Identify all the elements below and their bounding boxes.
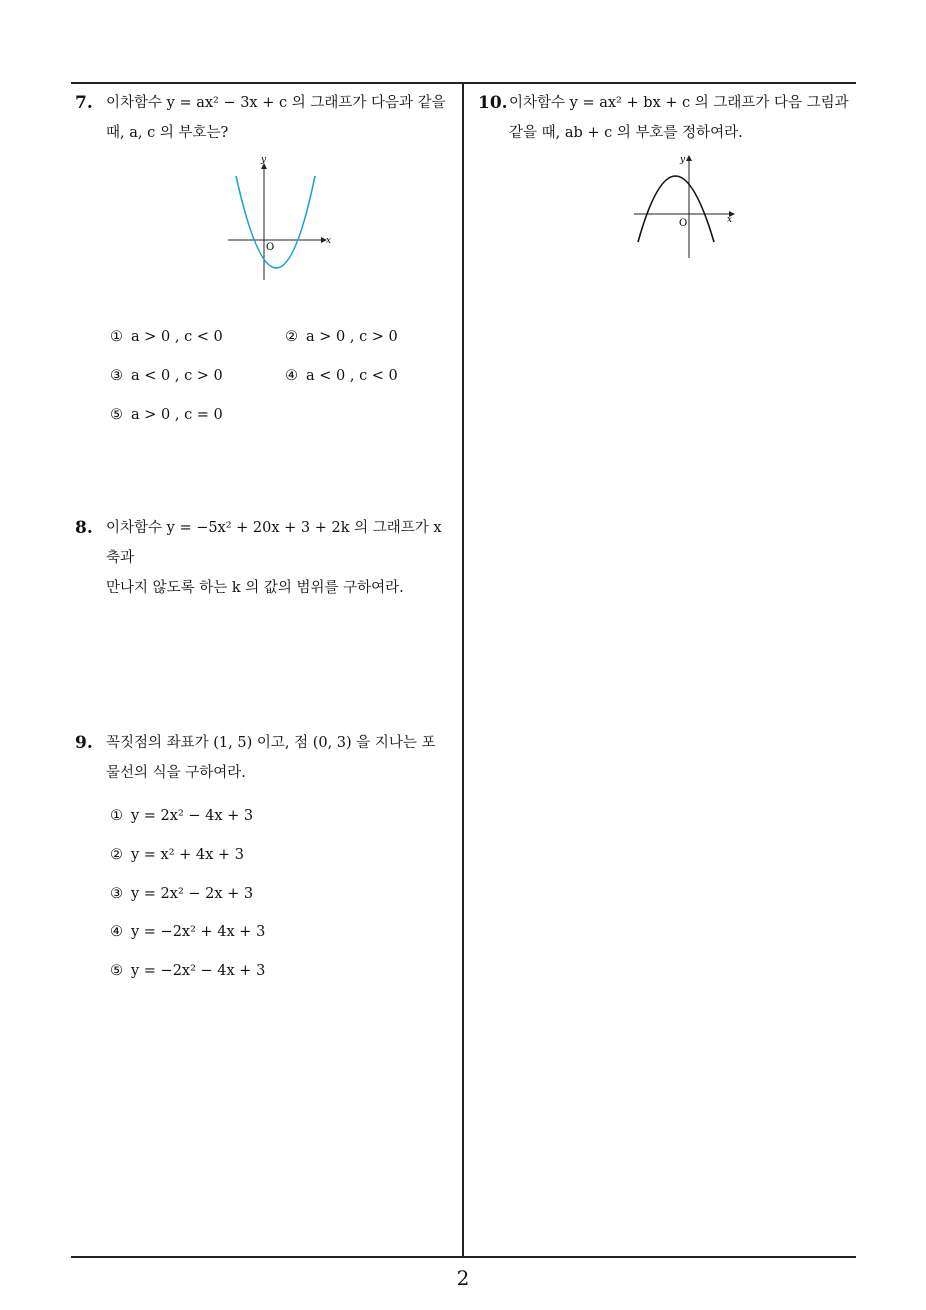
question-text-line: 같을 때, ab + c 의 부호를 정하여라. xyxy=(509,125,743,141)
y-axis-label: y xyxy=(261,155,267,165)
origin-label: O xyxy=(266,242,275,253)
question-number: 7. xyxy=(75,93,93,113)
option-4[interactable]: ④ y = −2x² + 4x + 3 xyxy=(110,924,266,940)
origin-label: O xyxy=(679,218,688,229)
column-divider xyxy=(462,82,464,1258)
q7-parabola-graph xyxy=(222,150,334,285)
option-3[interactable]: ③ y = 2x² − 2x + 3 xyxy=(110,886,254,902)
option-2[interactable]: ② a > 0 , c > 0 xyxy=(285,329,398,345)
option-2[interactable]: ② y = x² + 4x + 3 xyxy=(110,847,244,863)
q10-parabola-graph xyxy=(628,150,740,262)
question-number: 8. xyxy=(75,518,93,538)
question-text-line: 꼭짓점의 좌표가 (1, 5) 이고, 점 (0, 3) 을 지나는 포 xyxy=(106,735,436,751)
option-5[interactable]: ⑤ a > 0 , c = 0 xyxy=(110,407,223,423)
option-3[interactable]: ③ a < 0 , c > 0 xyxy=(110,368,223,384)
bottom-rule xyxy=(71,1256,856,1258)
parabola-curve xyxy=(638,176,714,242)
page-number: 2 xyxy=(456,1266,470,1290)
parabola-curve xyxy=(236,176,315,268)
top-rule xyxy=(71,82,856,84)
question-text-line: 이차함수 y = ax² − 3x + c 의 그래프가 다음과 같을 xyxy=(106,95,446,111)
question-text-line: 만나지 않도록 하는 k 의 값의 범위를 구하여라. xyxy=(106,580,404,596)
option-1[interactable]: ① a > 0 , c < 0 xyxy=(110,329,223,345)
option-1[interactable]: ① y = 2x² − 4x + 3 xyxy=(110,808,254,824)
y-axis-label: y xyxy=(680,155,686,165)
question-text-line: 이차함수 y = ax² + bx + c 의 그래프가 다음 그림과 xyxy=(509,95,849,111)
question-number: 9. xyxy=(75,733,93,753)
question-text-line: 이차함수 y = −5x² + 20x + 3 + 2k 의 그래프가 x 축과 xyxy=(106,520,442,566)
question-number: 10. xyxy=(478,93,508,113)
x-axis-label: x xyxy=(727,215,733,225)
x-axis-label: x xyxy=(326,236,332,246)
question-text-line: 물선의 식을 구하여라. xyxy=(106,765,246,781)
question-text-line: 때, a, c 의 부호는? xyxy=(106,125,229,141)
option-5[interactable]: ⑤ y = −2x² − 4x + 3 xyxy=(110,963,266,979)
option-4[interactable]: ④ a < 0 , c < 0 xyxy=(285,368,398,384)
